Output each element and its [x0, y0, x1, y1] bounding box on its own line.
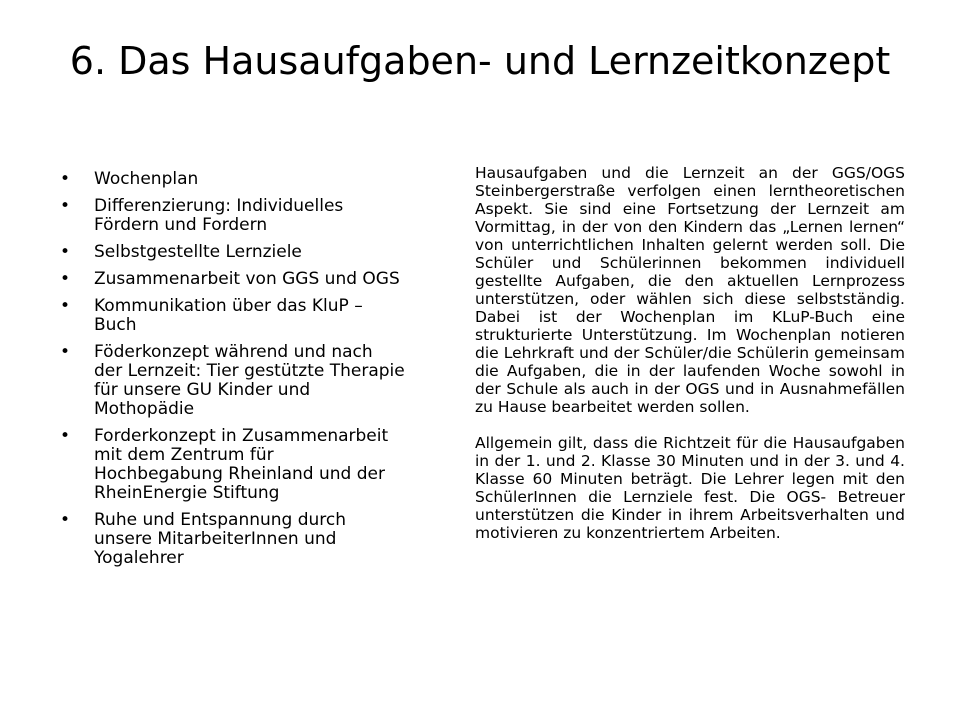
- bullet-icon: •: [60, 242, 71, 262]
- bullet-icon: •: [60, 426, 71, 446]
- bullet-list: [60, 170, 405, 576]
- list-item-text: Föderkonzept während und nach der Lernzeit: Tier gestützte Therapie für unsere GU Kinder und Mothopädie: [94, 342, 405, 419]
- list-item-text: Ruhe und Entspannung durch unsere MitarbeiterInnen und Yogalehrer: [94, 510, 347, 568]
- list-item-text: Kommunikation über das KluP – Buch: [94, 296, 363, 335]
- bullet-icon: •: [60, 342, 71, 362]
- bullet-icon: •: [60, 510, 71, 530]
- bullet-icon: •: [60, 269, 71, 289]
- list-item-text: Forderkonzept in Zusammenarbeit mit dem Zentrum für Hochbegabung Rheinland und der RheinEnergie Stiftung: [94, 426, 389, 503]
- list-item: [60, 197, 405, 235]
- list-item: [60, 243, 405, 262]
- list-item-text: Zusammenarbeit von GGS und OGS: [94, 269, 400, 289]
- bullet-icon: •: [60, 296, 71, 316]
- paragraph-time-guidelines: Allgemein gilt, dass die Richtzeit für die Hausaufgaben in der 1. und 2. Klasse 30 Minuten und in der 3. und 4. Klasse 60 Minuten beträgt. Die Lehrer legen mit den SchülerInnen die Lernziele fest. Die OGS- Betreuer unterstützen die Kinder in ihrem Arbeitsverhalten und motivieren zu konzentriertem Arbeiten.: [475, 434, 905, 542]
- list-item-text: Selbstgestellte Lernziele: [94, 242, 302, 262]
- page-title: 6. Das Hausaufgaben- und Lernzeitkonzept: [69, 39, 891, 83]
- paragraph-homework-concept: Hausaufgaben und die Lernzeit an der GGS/OGS Steinbergerstraße verfolgen einen lerntheoretischen Aspekt. Sie sind eine Fortsetzung der Lernzeit am Vormittag, in der von den Kindern das „Lernen lernen“ von unterrichtlichen Inhalten gelernt werden soll. Die Schüler und Schülerinnen bekommen individuell gestellte Aufgaben, die den aktuellen Lernprozess unterstützen, oder wählen sich diese selbstständig. Dabei ist der Wochenplan im KLuP-Buch eine strukturierte Unterstützung. Im Wochenplan notieren die Lehrkraft und der Schüler/die Schülerin gemeinsam die Aufgaben, die in der laufenden Woche sowohl in der Schule als auch in der OGS und in Ausnahmefällen zu Hause bearbeitet werden sollen.: [475, 164, 905, 416]
- list-item-text: Wochenplan: [94, 169, 199, 189]
- list-item: [60, 427, 405, 503]
- bullet-icon: •: [60, 169, 71, 189]
- list-item: [60, 270, 405, 289]
- bullet-icon: •: [60, 196, 71, 216]
- list-item: [60, 343, 405, 419]
- list-item-text: Differenzierung: Individuelles Fördern und Fordern: [94, 196, 344, 235]
- list-item: [60, 511, 405, 568]
- list-item: [60, 170, 405, 189]
- text-column: [475, 164, 905, 560]
- list-item: [60, 297, 405, 335]
